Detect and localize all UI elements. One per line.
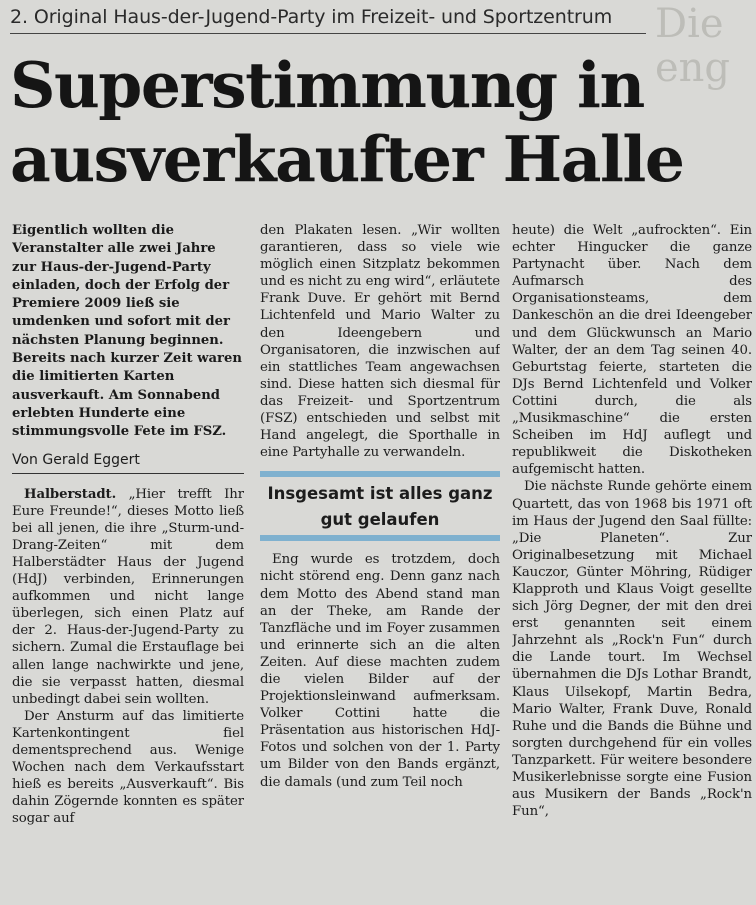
article-column-3: [512, 222, 752, 902]
headline-line: Superstimmung in: [10, 48, 644, 122]
article-headline: [10, 48, 750, 196]
article-body: [260, 551, 500, 790]
article-teaser: Eigentlich wollten die Veranstalter alle zwei Jahre zur Haus-der-Jugend-Party einladen, doch der Erfolg der Premiere 2009 ließ sie umdenken und sofort mit der nächsten Planung beginnen. Bereits nach kurzer Zeit waren die limitierten Karten ausverkauft. Am Sonnabend erlebten Hunderte eine stimmungsvolle Fete im FSZ.: [12, 223, 242, 440]
body-paragraph: den Plakaten lesen. „Wir wollten garantieren, dass so viele wie möglich einen Sitzplatz bekommen und es nicht zu eng wird“, erläutete Frank Duve. Er gehört mit Bernd Lichtenfeld und Mario Walter zu den Ideengebern und Organisatoren, die inzwischen auf ein stattliches Team angewachsen sind. Diese hatten sich diesmal für das Freizeit- und Sportzentrum (FSZ) entschieden und selbst mit Hand angelegt, die Sporthalle in eine Partyhalle zu verwandeln.: [260, 223, 500, 461]
article-column-2: [260, 222, 500, 902]
article-body: [512, 222, 752, 820]
paragraph-text: „Hier trefft Ihr Eure Freunde!“, dieses Motto ließ bei all jenen, die ihre „Sturm-und-Drang-Zeiten“ mit dem Halberstädter Haus der Jugend (HdJ) verbinden, Erinnerungen aufkommen und nicht lange überlegen, sich einen Platz auf der 2. Haus-der-Jugend-Party zu sichern. Zumal die Erstauflage bei allen lange nachwirkte und jene, die sie verpasst hatten, diesmal unbedingt dabei sein wollten.: [12, 486, 244, 707]
body-paragraph: Eng wurde es trotzdem, doch nicht störend eng. Denn ganz nach dem Motto des Abend stand man an der Theke, am Rande der Tanzfläche und im Foyer zusammen und erinnerte sich an die alten Zeiten. Auf diese machten zudem die vielen Bilder auf der Projektionsleinwand aufmerksam. Volker Cottini hatte die Präsentation aus historischen HdJ-Fotos und solchen von der 1. Party um Bilder von den Bands ergänzt, die damals (und zum Teil noch: [260, 552, 500, 790]
neighbor-fragment-line: eng: [655, 45, 731, 91]
subhead-band-bottom: [260, 535, 500, 541]
kicker-divider: [10, 33, 646, 34]
headline-line: ausverkaufter Halle: [10, 122, 684, 196]
body-paragraph: heute) die Welt „aufrockten“. Ein echter Hingucker die ganze Partynacht über. Nach dem Aufmarsch des Organisationsteams, dem Dankeschön an die drei Ideengeber und dem Glückwunsch an Mario Walter, der an dem Tag seinen 40. Geburtstag feierte, starteten die DJs Bernd Lichtenfeld und Volker Cottini durch, die als „Musikmaschine“ die ersten Scheiben im HdJ auflegt und republikweit die Diskotheken aufgemischt hatten.: [512, 223, 752, 478]
article-body: [12, 486, 244, 828]
article-kicker: 2. Original Haus-der-Jugend-Party im Freizeit- und Sportzentrum: [10, 6, 613, 28]
neighbor-fragment-line: Die: [655, 2, 724, 47]
article-subhead: Insgesamt ist alles ganz gut gelaufen: [267, 484, 493, 530]
body-paragraph: Die nächste Runde gehörte einem Quartett, das von 1968 bis 1971 oft im Haus der Jugend den Saal füllte: „Die Planeten“. Zur Originalbesetzung mit Michael Kauczor, Günter Möhring, Rüdiger Klapproth und Klaus Voigt gesellte sich Jörg Degner, der mit den drei erst genannten seit einem Jahrzehnt als „Rock'n Fun“ durch die Lande tourt. Im Wechsel übernahmen die DJs Lothar Brandt, Klaus Uilsekopf, Martin Bedra, Mario Walter, Frank Duve, Ronald Ruhe und die Bands die Bühne und sorgten durchgehend für ein volles Tanzparkett. Für weitere besondere Musikerlebnisse sorgte eine Fusion aus Musikern der Bands „Rock'n Fun“,: [512, 479, 752, 820]
body-paragraph: Der Ansturm auf das limitierte Kartenkontingent fiel dementsprechend aus. Wenige Wochen nach dem Verkaufsstart hieß es bereits „Ausverkauft“. Bis dahin Zögernde konnten es später sogar auf: [12, 708, 244, 827]
article-body: [260, 222, 500, 461]
article-byline: Von Gerald Eggert: [12, 450, 244, 474]
dateline: Halberstadt.: [24, 486, 117, 502]
body-paragraph: [12, 486, 244, 708]
article-column-1: [12, 222, 244, 902]
